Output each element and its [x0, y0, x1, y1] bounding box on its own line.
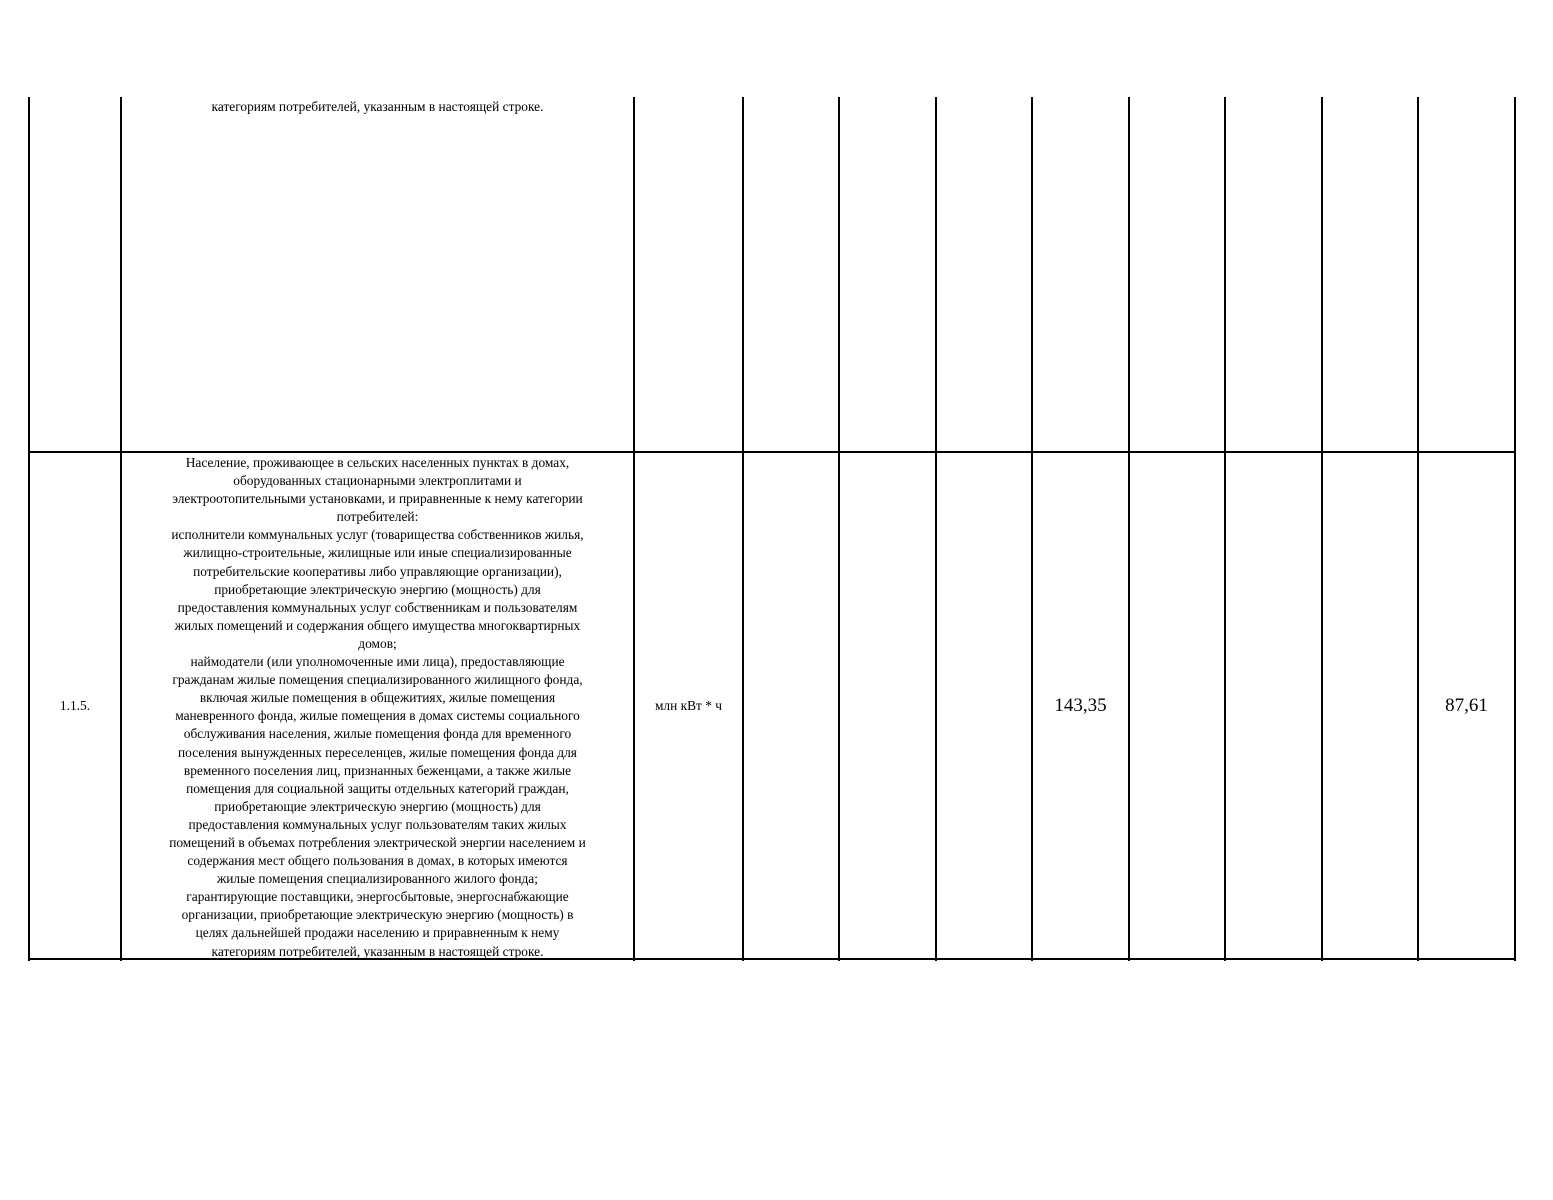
row-value-col5: 143,35 [1054, 695, 1107, 716]
table-col-divider [838, 97, 840, 961]
table-col-divider [1224, 97, 1226, 961]
table-border-right [1514, 97, 1516, 961]
table-col-divider [1417, 97, 1419, 961]
row-description: Население, проживающее в сельских населенных пунктах в домах, оборудованных стационарными электроплитами и электроотопительными установками, и приравненные к нему категории потребителей: исполнители коммунальных услуг (товарищества собственников жилья, жилищно-строительные, жилищные или иные специализированные потребительские кооперативы либо управляющие организации), приобретающие электрическую энергию (мощность) для предоставления коммунальных услуг собственникам и пользователям жилых помещений и содержания общего имущества многоквартирных домов; наймодатели (или уполномоченные ими лица), предоставляющие гражданам жилые помещения специализированного жилищного фонда, включая жилые помещения в общежитиях, жилые помещения маневренного фонда, жилые помещения в домах системы социального обслуживания населения, жилые помещения фонда для временного поселения вынужденных переселенцев, жилые помещения фонда для временного поселения лиц, признанных беженцами, а также жилые помещения для социальной защиты отдельных категорий граждан, приобретающие электрическую энергию (мощность) для предоставления коммунальных услуг пользователям таких жилых помещений в объемах потребления электрической энергии населением и содержания мест общего пользования в домах, в которых имеются жилые помещения специализированного жилого фонда; гарантирующие поставщики, энергосбытовые, энергоснабжающие организации, приобретающие электрическую энергию (мощность) в целях дальнейшей продажи населению и приравненным к нему категориям потребителей, указанным в настоящей строке. [169, 455, 586, 959]
table-col-divider [1128, 97, 1130, 961]
table-col-divider [1031, 97, 1033, 961]
table-col-divider [935, 97, 937, 961]
table-col-divider [1321, 97, 1323, 961]
row-divider [28, 451, 1516, 453]
table-col-divider [742, 97, 744, 961]
row-value-col9: 87,61 [1445, 695, 1488, 716]
continued-row-description: категориям потребителей, указанным в настоящей строке. [211, 99, 544, 114]
row-number: 1.1.5. [59, 698, 91, 713]
table-col-divider [633, 97, 635, 961]
row-unit: млн кВт * ч [654, 698, 723, 713]
table-border-left [28, 97, 30, 961]
